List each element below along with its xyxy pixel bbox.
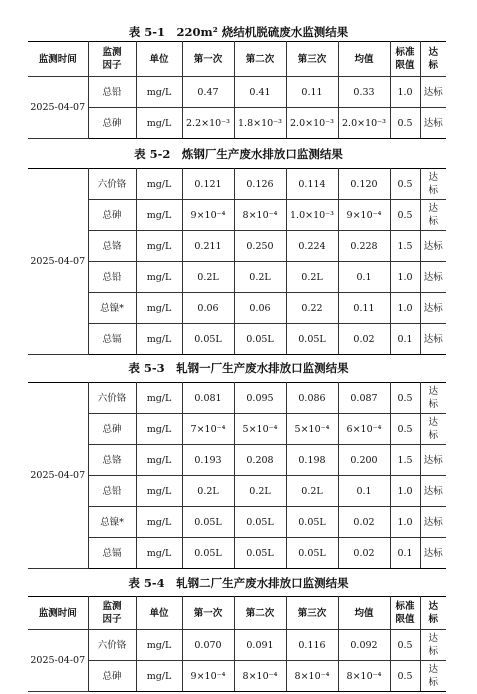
table-cell: 达标 xyxy=(420,630,446,661)
table-cell: 达标 xyxy=(420,661,446,692)
table-cell: 达标 xyxy=(420,507,446,538)
table-cell: 总铅 xyxy=(88,262,136,293)
table-row xyxy=(28,661,446,692)
table-row xyxy=(28,538,446,569)
table-row xyxy=(28,108,446,139)
table-cell: 0.1 xyxy=(338,476,390,507)
table-cell: 0.120 xyxy=(338,169,390,200)
table-cell: 达标 xyxy=(420,538,446,569)
header-cell: 监测时间 xyxy=(28,42,88,77)
table-header-row xyxy=(28,597,446,630)
table-cell: 0.06 xyxy=(234,293,286,324)
table-cell: 0.05L xyxy=(182,538,234,569)
table-cell: 六价铬 xyxy=(88,169,136,200)
table-5-3-caption: 表 5-3 轧钢一厂生产废水排放口监测结果 xyxy=(128,361,349,375)
table-cell: 0.5 xyxy=(390,169,420,200)
table-cell: 0.02 xyxy=(338,324,390,355)
table-row xyxy=(28,200,446,231)
header-cell: 均值 xyxy=(338,597,390,630)
table-cell: 0.193 xyxy=(182,445,234,476)
header-cell: 均值 xyxy=(338,42,390,77)
table-cell: 1.8×10⁻³ xyxy=(234,108,286,139)
table-cell: 0.198 xyxy=(286,445,338,476)
table-cell: mg/L xyxy=(136,77,182,108)
table-row xyxy=(28,262,446,293)
table-cell: 0.11 xyxy=(338,293,390,324)
table-cell: 0.200 xyxy=(338,445,390,476)
table-cell: 达标 xyxy=(420,414,446,445)
header-cell: 监测因子 xyxy=(88,597,136,630)
table-cell: 0.05L xyxy=(234,507,286,538)
table-row xyxy=(28,383,446,414)
header-cell: 标准限值 xyxy=(390,597,420,630)
table-cell: 0.228 xyxy=(338,231,390,262)
table-cell: mg/L xyxy=(136,414,182,445)
table-cell: mg/L xyxy=(136,538,182,569)
table-cell: 0.5 xyxy=(390,383,420,414)
table-cell: 达标 xyxy=(420,476,446,507)
table-row xyxy=(28,169,446,200)
header-cell: 监测因子 xyxy=(88,42,136,77)
header-cell: 监测时间 xyxy=(28,597,88,630)
table-header-row xyxy=(28,42,446,77)
table-cell: 0.086 xyxy=(286,383,338,414)
table-cell: 2.2×10⁻³ xyxy=(182,108,234,139)
table-cell: 0.2L xyxy=(182,262,234,293)
table-cell: 9×10⁻⁴ xyxy=(182,200,234,231)
table-5-2-caption: 表 5-2 炼钢厂生产废水排放口监测结果 xyxy=(134,147,343,161)
table-cell: 总铅 xyxy=(88,77,136,108)
table-cell: mg/L xyxy=(136,507,182,538)
table-cell: 0.250 xyxy=(234,231,286,262)
table-cell: 9×10⁻⁴ xyxy=(338,200,390,231)
table-row xyxy=(28,445,446,476)
header-cell: 标准限值 xyxy=(390,42,420,77)
table-cell: 总镉 xyxy=(88,324,136,355)
table-cell: 达标 xyxy=(420,293,446,324)
table-cell: 0.05L xyxy=(286,538,338,569)
table-cell: 0.070 xyxy=(182,630,234,661)
table-cell: 8×10⁻⁴ xyxy=(338,661,390,692)
table-cell: 0.092 xyxy=(338,630,390,661)
table-cell: 总砷 xyxy=(88,200,136,231)
table-cell: 达标 xyxy=(420,77,446,108)
date-cell: 2025-04-07 xyxy=(28,383,88,569)
table-cell: mg/L xyxy=(136,383,182,414)
table-cell: 0.05L xyxy=(286,507,338,538)
table-cell: 总砷 xyxy=(88,414,136,445)
table-cell: 达标 xyxy=(420,324,446,355)
header-cell: 第一次 xyxy=(182,597,234,630)
header-cell: 达标 xyxy=(420,597,446,630)
table-cell: 1.0 xyxy=(390,476,420,507)
table-cell: 0.126 xyxy=(234,169,286,200)
table-5-4 xyxy=(28,596,446,692)
table-cell: 0.2L xyxy=(286,262,338,293)
table-cell: 7×10⁻⁴ xyxy=(182,414,234,445)
table-cell: 0.081 xyxy=(182,383,234,414)
table-cell: 0.2L xyxy=(234,262,286,293)
table-cell: 达标 xyxy=(420,200,446,231)
table-cell: 1.5 xyxy=(390,445,420,476)
table-cell: 0.02 xyxy=(338,507,390,538)
table-cell: 达标 xyxy=(420,383,446,414)
header-cell: 第三次 xyxy=(286,597,338,630)
header-cell: 单位 xyxy=(136,597,182,630)
table-5-1 xyxy=(28,41,446,139)
table-row xyxy=(28,476,446,507)
header-cell: 第二次 xyxy=(234,597,286,630)
table-cell: 5×10⁻⁴ xyxy=(234,414,286,445)
table-cell: mg/L xyxy=(136,231,182,262)
header-cell: 达标 xyxy=(420,42,446,77)
table-cell: 5×10⁻⁴ xyxy=(286,414,338,445)
table-cell: 0.05L xyxy=(286,324,338,355)
table-cell: mg/L xyxy=(136,108,182,139)
table-cell: mg/L xyxy=(136,262,182,293)
table-cell: 1.5 xyxy=(390,231,420,262)
header-cell: 第三次 xyxy=(286,42,338,77)
table-cell: mg/L xyxy=(136,476,182,507)
table-cell: 9×10⁻⁴ xyxy=(182,661,234,692)
table-cell: 0.224 xyxy=(286,231,338,262)
table-cell: 0.1 xyxy=(390,538,420,569)
table-cell: mg/L xyxy=(136,630,182,661)
table-cell: 8×10⁻⁴ xyxy=(234,200,286,231)
table-cell: 1.0 xyxy=(390,262,420,293)
table-cell: 总镉 xyxy=(88,538,136,569)
table-cell: 0.2L xyxy=(182,476,234,507)
table-cell: 0.1 xyxy=(390,324,420,355)
table-row xyxy=(28,630,446,661)
table-cell: 总铬 xyxy=(88,445,136,476)
table-cell: 总铅 xyxy=(88,476,136,507)
table-cell: mg/L xyxy=(136,293,182,324)
table-cell: 0.211 xyxy=(182,231,234,262)
table-cell: 0.116 xyxy=(286,630,338,661)
table-cell: 0.02 xyxy=(338,538,390,569)
table-cell: 0.5 xyxy=(390,414,420,445)
table-5-4-caption: 表 5-4 轧钢二厂生产废水排放口监测结果 xyxy=(128,576,349,590)
table-cell: 0.22 xyxy=(286,293,338,324)
table-cell: 总镍* xyxy=(88,293,136,324)
table-cell: 0.47 xyxy=(182,77,234,108)
table-cell: 达标 xyxy=(420,108,446,139)
table-cell: 达标 xyxy=(420,445,446,476)
table-cell: 六价铬 xyxy=(88,630,136,661)
table-cell: 8×10⁻⁴ xyxy=(286,661,338,692)
table-cell: 0.5 xyxy=(390,661,420,692)
table-cell: 达标 xyxy=(420,262,446,293)
header-cell: 第一次 xyxy=(182,42,234,77)
table-cell: 6×10⁻⁴ xyxy=(338,414,390,445)
date-cell: 2025-04-07 xyxy=(28,630,88,692)
table-cell: 0.1 xyxy=(338,262,390,293)
table-cell: 0.5 xyxy=(390,108,420,139)
table-cell: 0.087 xyxy=(338,383,390,414)
table-cell: 1.0 xyxy=(390,507,420,538)
table-cell: 1.0 xyxy=(390,293,420,324)
table-5-1-caption: 表 5-1 220m² 烧结机脱硫废水监测结果 xyxy=(128,25,349,39)
table-cell: 六价铬 xyxy=(88,383,136,414)
table-cell: 0.5 xyxy=(390,630,420,661)
table-cell: 0.33 xyxy=(338,77,390,108)
table-cell: 0.095 xyxy=(234,383,286,414)
table-cell: 2.0×10⁻³ xyxy=(338,108,390,139)
table-cell: 0.05L xyxy=(234,538,286,569)
table-cell: 0.2L xyxy=(234,476,286,507)
header-cell: 单位 xyxy=(136,42,182,77)
table-row xyxy=(28,507,446,538)
table-cell: mg/L xyxy=(136,661,182,692)
table-cell: 0.208 xyxy=(234,445,286,476)
table-cell: 总铬 xyxy=(88,231,136,262)
table-cell: 2.0×10⁻³ xyxy=(286,108,338,139)
table-cell: 0.41 xyxy=(234,77,286,108)
table-row xyxy=(28,414,446,445)
table-cell: 0.11 xyxy=(286,77,338,108)
table-cell: 总砷 xyxy=(88,108,136,139)
table-cell: 达标 xyxy=(420,169,446,200)
table-cell: mg/L xyxy=(136,200,182,231)
table-cell: 总砷 xyxy=(88,661,136,692)
table-cell: 0.091 xyxy=(234,630,286,661)
table-cell: 达标 xyxy=(420,231,446,262)
date-cell: 2025-04-07 xyxy=(28,77,88,139)
table-cell: 0.2L xyxy=(286,476,338,507)
table-cell: 0.121 xyxy=(182,169,234,200)
header-cell: 第二次 xyxy=(234,42,286,77)
table-cell: 0.114 xyxy=(286,169,338,200)
table-cell: 1.0×10⁻³ xyxy=(286,200,338,231)
table-5-2 xyxy=(28,168,446,355)
table-cell: 1.0 xyxy=(390,77,420,108)
date-cell: 2025-04-07 xyxy=(28,169,88,355)
table-cell: 0.05L xyxy=(182,507,234,538)
table-row xyxy=(28,231,446,262)
table-cell: 0.5 xyxy=(390,200,420,231)
table-cell: mg/L xyxy=(136,324,182,355)
table-cell: 8×10⁻⁴ xyxy=(234,661,286,692)
table-cell: mg/L xyxy=(136,169,182,200)
table-cell: mg/L xyxy=(136,445,182,476)
table-5-3 xyxy=(28,382,446,569)
table-cell: 总镍* xyxy=(88,507,136,538)
table-row xyxy=(28,77,446,108)
table-row xyxy=(28,293,446,324)
table-cell: 0.05L xyxy=(234,324,286,355)
table-cell: 0.06 xyxy=(182,293,234,324)
table-cell: 0.05L xyxy=(182,324,234,355)
table-row xyxy=(28,324,446,355)
